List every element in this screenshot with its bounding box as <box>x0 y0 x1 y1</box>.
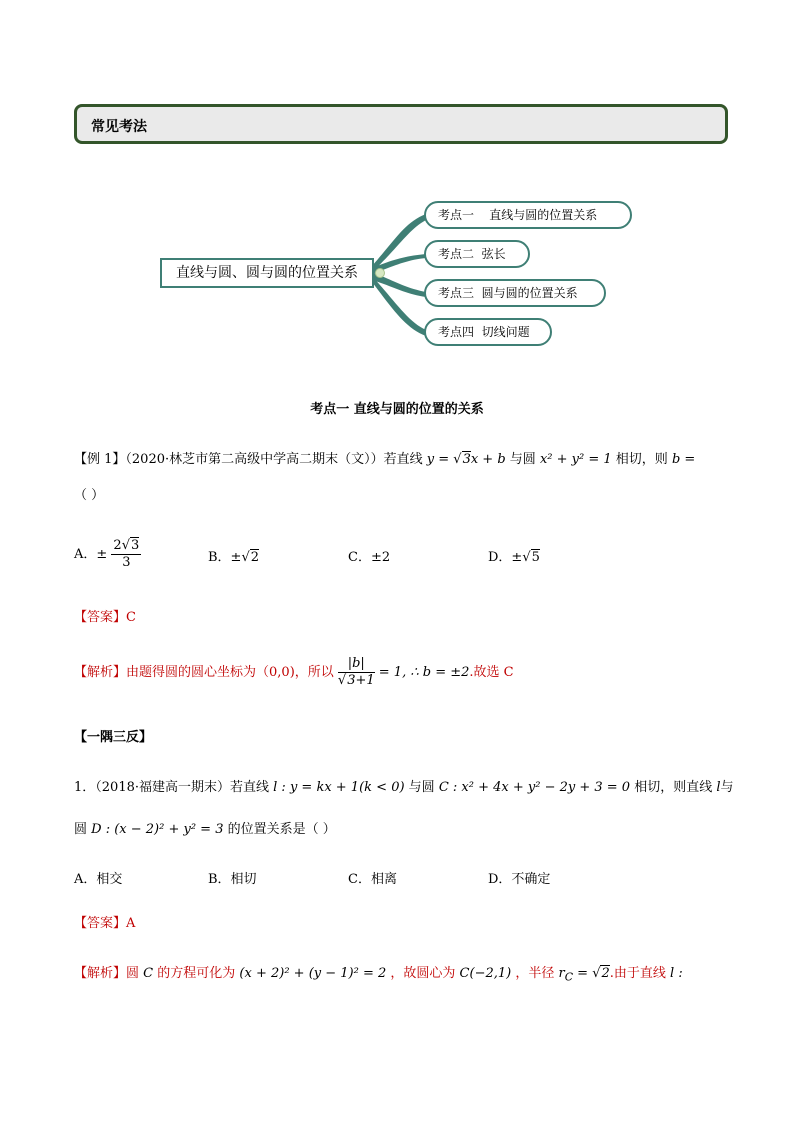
example1-answer <box>74 606 136 625</box>
q1-line2-start: 圆 <box>74 822 88 837</box>
q1-answer <box>74 912 135 931</box>
q1-analysis-p3: ，故圆心为 <box>390 966 456 981</box>
example1-question <box>74 448 695 467</box>
q1-circle-d: D : (x − 2)² + y² = 3 <box>91 822 224 837</box>
section-header-title: 常见考法 <box>91 119 147 135</box>
q1-line2-end: 的位置关系是（ ） <box>227 822 336 837</box>
q1-analysis <box>74 962 683 984</box>
q1-var-c: C <box>143 966 154 981</box>
q1-end2: 与 <box>720 780 734 795</box>
example1-source: （2020·林芝市第二高级中学高二期末（文））若直线 <box>125 452 423 467</box>
q1-analysis-p2: 的方程可化为 <box>157 966 236 981</box>
answer-value: C <box>126 610 136 625</box>
mindmap-connectors <box>0 0 794 380</box>
q1-mid: 与圆 <box>408 780 435 795</box>
analysis-fraction: $\frac{|b|}{√3+1}$ <box>337 656 375 688</box>
analysis-text: 由题得圆的圆心坐标为（0,0)，所以 <box>126 665 334 680</box>
q1-answer-tag: 【答案】 <box>74 916 127 931</box>
answer-tag: 【答案】 <box>74 610 127 625</box>
q1-answer-value: A <box>126 916 136 931</box>
practice-heading: 【一隅三反】 <box>74 730 153 745</box>
mindmap-collapse-dot[interactable] <box>375 268 385 278</box>
example1-option-c: C．±2 <box>348 550 391 565</box>
example1-text-mid: 与圆 <box>509 452 536 467</box>
q1-option-a: A．相交 <box>74 872 123 887</box>
option-a-fraction: $\frac{2√3}{3}$ <box>113 538 140 570</box>
example1-option-b: B．±√2 <box>208 550 260 565</box>
example1-tag: 【例 1】 <box>74 452 126 467</box>
q1-analysis-p4: ，半径 <box>515 966 555 981</box>
mindmap-node-3: 考点三 圆与圆的位置关系 <box>424 279 606 307</box>
analysis-tail: .故选 C <box>469 665 514 680</box>
q1-analysis-p1: 圆 <box>126 966 140 981</box>
q1-line-eq: l : y = kx + 1(k < 0) <box>273 780 405 795</box>
q1-center: C(−2,1) <box>459 966 512 981</box>
example1-option-a <box>74 538 141 571</box>
q1-end: 相切，则直线 <box>634 780 713 795</box>
option-d-label: D．± <box>488 550 523 565</box>
q1-standard-form: (x + 2)² + (y − 1)² = 2 <box>239 966 387 981</box>
example1-analysis <box>74 656 514 689</box>
example1-paren: （ ） <box>74 488 105 503</box>
q1-var-l: l <box>716 780 721 795</box>
mindmap-node-1: 考点一 直线与圆的位置关系 <box>424 201 632 229</box>
example1-var-b: b = <box>671 452 696 467</box>
q1-prefix: 1．（2018·福建高一期末）若直线 <box>74 780 269 795</box>
option-b-label: B．± <box>208 550 242 565</box>
mindmap-node-4: 考点四 切线问题 <box>424 318 552 346</box>
q1-option-b: B．相切 <box>208 872 257 887</box>
q1-radius: $r_C = √2$ <box>558 966 610 984</box>
practice-q1-line1 <box>74 776 734 795</box>
option-a-label: A．± <box>74 547 108 562</box>
example1-text-end: 相切，则 <box>615 452 668 467</box>
q1-option-c: C．相离 <box>348 872 397 887</box>
section-title: 考点一 直线与圆的位置的关系 <box>310 402 484 417</box>
example1-circle-eq: x² + y² = 1 <box>539 452 612 467</box>
practice-q1-line2 <box>74 818 336 837</box>
q1-analysis-p5: .由于直线 <box>609 966 666 981</box>
example1-option-d: D．±√5 <box>488 550 540 565</box>
q1-analysis-tag: 【解析】 <box>74 966 127 981</box>
q1-circle-c: C : x² + 4x + y² − 2y + 3 = 0 <box>438 780 631 795</box>
q1-var-l2: l : <box>670 966 683 981</box>
analysis-result: = 1, ∴ b = ±2 <box>378 665 470 680</box>
mindmap-node-2: 考点二 弦长 <box>424 240 530 268</box>
example1-line-eq: y = √3x + b <box>426 452 506 467</box>
q1-option-d: D．不确定 <box>488 872 551 887</box>
mindmap-center-node: 直线与圆、圆与圆的位置关系 <box>160 258 374 288</box>
analysis-tag: 【解析】 <box>74 665 127 680</box>
